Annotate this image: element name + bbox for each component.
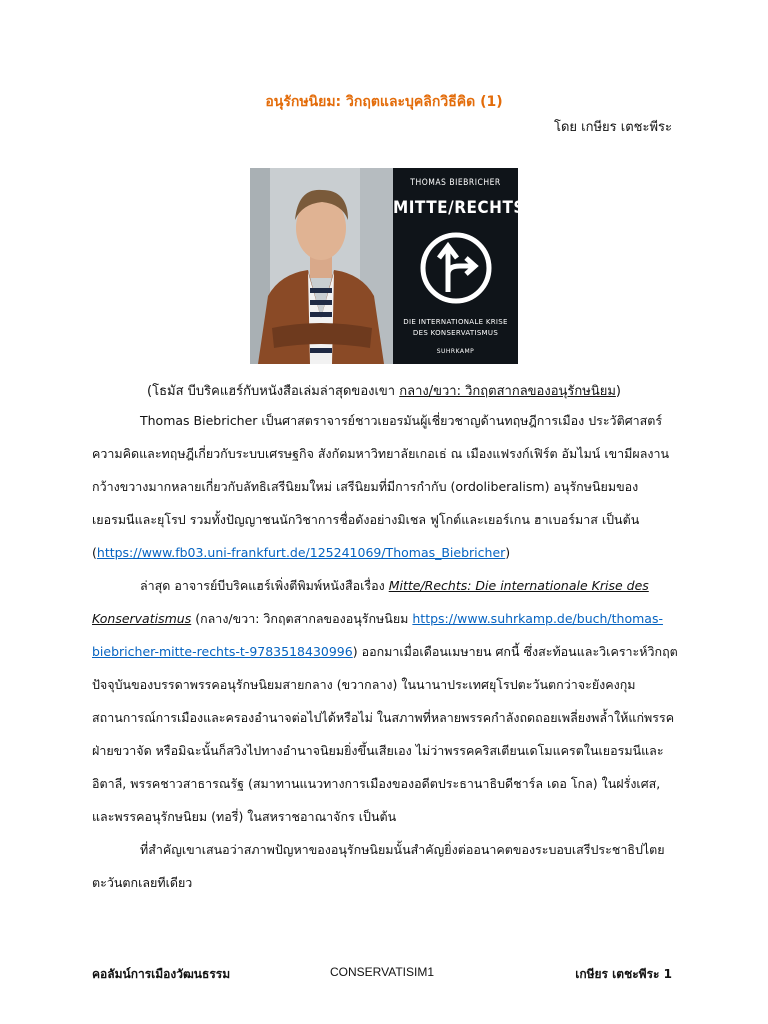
paragraph-1-link-close: ) [505,545,511,560]
author-photo [250,168,393,364]
paragraph-1-text: Thomas Biebricher เป็นศาสตราจารย์ชาวเยอรมันผู้เชี่ยวชาญด้านทฤษฎีการเมือง ประวัติศาสตร์ความคิดและทฤษฎีเกี่ยวกับระบบเศรษฐกิจ สังกัดมหาวิทยาลัยเกอเธ่ ณ เมืองแฟรงก์เฟิร์ต อัมไมน์ เขามีผลงานกว้างขวางมากหลายเกี่ยวกับลัทธิเสรีนิยมใหม่ เสรีนิยมที่มีการกำกับ (ordoliberalism) อนุรักษนิยมของเยอรมนีและยุโรป รวมทั้งปัญญาชนนักวิชาการชื่อดังอย่างมิเชล ฟูโกต์และเยอร์เกน ฮาเบอร์มาส เป็นต้น [92,413,670,527]
book-title: MITTE/RECHTS [393,198,525,218]
book-author: THOMAS BIEBRICHER [410,178,501,188]
article-figure [250,168,525,364]
arrow-circle-icon [418,230,494,306]
footer-column-name: คอลัมน์การเมืองวัฒนธรรม [92,967,231,981]
frankfurt-profile-link[interactable]: https://www.fb03.uni-frankfurt.de/125241069/Thomas_Biebricher [96,545,506,560]
suhrkamp-book-link[interactable]: https://www.suhrkamp.de/buch/thomas-biebricher-mitte-rechts-t-9783518430996 [92,611,663,659]
paragraph-2 [92,569,678,833]
book-publisher: SUHRKAMP [436,348,475,355]
paragraph-2-mid: (กลาง/ขวา: วิกฤตสากลของอนุรักษนิยม [191,611,413,626]
paragraph-3: ที่สำคัญเขาเสนอว่าสภาพปัญหาของอนุรักษนิยมนั้นสำคัญยิ่งต่ออนาคตของระบอบเสรีประชาธิปไตยตะวันตกเลยทีเดียว [92,842,665,890]
paragraph-1-link-open: ( [92,545,97,560]
book-subtitle-line1: DIE INTERNATIONALE KRISE [403,318,508,326]
article-body [92,404,678,899]
caption-prefix: (โธมัส บีบริคแฮร์กับหนังสือเล่มล่าสุดของเขา [147,384,400,399]
footer-author-page: เกษียร เตชะพีระ 1 [575,967,672,981]
author-portrait-image [250,168,393,364]
paragraph-1 [92,404,678,569]
paragraph-2-rest: ) ออกมาเมื่อเดือนเมษายน ศกนี้ ซึ่งสะท้อนและวิเคราะห์วิกฤตปัจจุบันของบรรดาพรรคอนุรักษนิยมสายกลาง (ขวากลาง) ในนานาประเทศยุโรปตะวันตกว่าจะยังคงกุมสถานการณ์การเมืองและครองอำนาจต่อไปได้หรือไม่ ในสภาพที่หลายพรรคกำลังถดถอยเพลี่ยงพล้ำให้แก่พรรคฝ่ายขวาจัด หรือมิฉะนั้นก็สวิงไปทางอำนาจนิยมยิ่งขึ้นเสียเอง ไม่ว่าพรรคคริสเตียนเดโมแครตในเยอรมนีและอิตาลี, พรรคชาวสาธารณรัฐ (สมาทานแนวทางการเมืองของอดีตประธานาธิบดีชาร์ล เดอ โกล) ในฝรั่งเศส, และพรรคอนุรักษนิยม (ทอรี่) ในสหราชอาณาจักร เป็นต้น [92,644,678,824]
caption-book-title: กลาง/ขวา: วิกฤตสากลของอนุรักษนิยม [399,384,616,399]
paragraph-2-prefix: ล่าสุด อาจารย์บีบริคแฮร์เพิ่งตีพิมพ์หนังสือเรื่อง [140,578,389,593]
book-cover [393,168,525,364]
book-subtitle-line2: DES KONSERVATISMUS [412,329,499,337]
author-line: โดย เกษียร เตชะพีระ [553,120,672,135]
figure-caption [0,380,768,401]
book-title-reference: Mitte/Rechts: Die internationale Krise des Konservatismus [92,578,649,626]
caption-suffix: ) [615,384,621,399]
document-title: อนุรักษนิยม: วิกฤตและบุคลิกวิธีคิด (1) [265,94,503,110]
footer-document-id: CONSERVATISIM1 [330,965,435,979]
